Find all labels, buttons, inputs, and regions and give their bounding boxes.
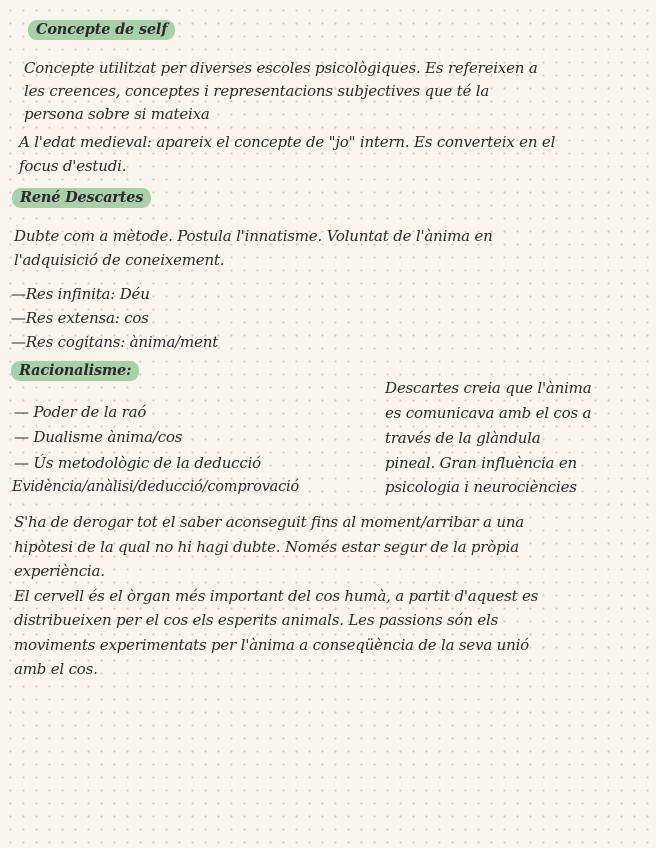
side-note-line-2: es comunicava amb el cos a: [385, 404, 592, 422]
side-note-line-3: través de la glàndula: [385, 429, 541, 447]
final-line-3: experiència.: [14, 562, 105, 580]
side-note-line-1: Descartes creia que l'ànima: [385, 379, 592, 397]
racionalisme-item-4: Evidència/anàlisi/deducció/comprovació: [12, 479, 300, 495]
racionalisme-item-2: — Dualisme ànima/cos: [14, 428, 183, 446]
side-note-line-5: psicologia i neurociències: [385, 478, 577, 496]
concepte-line-4: A l'edat medieval: apareix el concepte de "jo" intern. Es converteix en el: [19, 133, 556, 151]
descartes-list-item-1: —Res infinita: Déu: [11, 285, 150, 303]
descartes-list-item-3: —Res cogitans: ànima/ment: [11, 333, 219, 351]
descartes-list-item-2: —Res extensa: cos: [11, 309, 149, 327]
racionalisme-item-3: — Ús metodològic de la deducció: [14, 454, 261, 472]
heading-racionalisme: Racionalisme:: [11, 361, 139, 381]
final-line-1: S'ha de derogar tot el saber aconseguit fins al moment/arribar a una: [14, 513, 525, 531]
concepte-line-1: Concepte utilitzat per diverses escoles psicològiques. Es refereixen a: [24, 59, 538, 77]
descartes-line-1: Dubte com a mètode. Postula l'innatisme. Voluntat de l'ànima en: [14, 227, 493, 245]
final-line-2: hipòtesi de la qual no hi hagi dubte. Només estar segur de la pròpia: [14, 538, 519, 556]
heading-rene-descartes: René Descartes: [12, 188, 151, 208]
final-line-5: distribueixen per el cos els esperits animals. Les passions són els: [14, 611, 499, 629]
final-line-7: amb el cos.: [14, 660, 98, 678]
heading-concepte-de-self: Concepte de self: [28, 20, 175, 40]
descartes-line-2: l'adquisició de coneixement.: [14, 251, 225, 269]
final-line-6: moviments experimentats per l'ànima a conseqüència de la seva unió: [14, 636, 530, 654]
concepte-line-2: les creences, conceptes i representacions subjectives que té la: [24, 82, 490, 100]
racionalisme-item-1: — Poder de la raó: [14, 403, 147, 421]
side-note-line-4: pineal. Gran influència en: [385, 454, 577, 472]
concepte-line-3: persona sobre si mateixa: [24, 105, 210, 123]
final-line-4: El cervell és el òrgan més important del cos humà, a partit d'aquest es: [14, 587, 539, 605]
concepte-line-5: focus d'estudi.: [19, 157, 127, 175]
